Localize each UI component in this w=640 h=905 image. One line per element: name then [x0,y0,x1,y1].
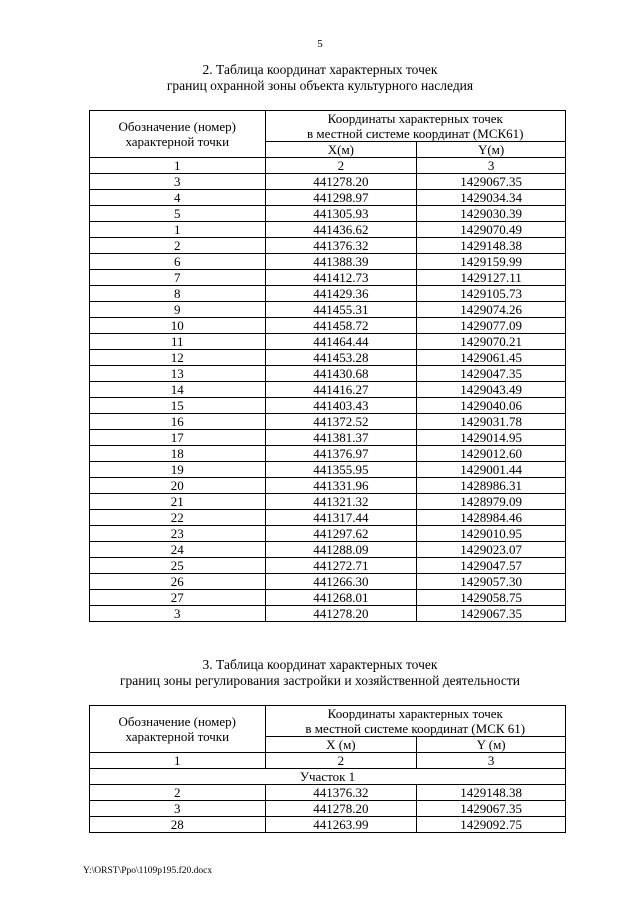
y-coordinate-cell: 1429148.38 [417,238,566,254]
coordinates-header-line2: в местной системе координат (МСК61) [307,126,524,141]
x-coordinate-cell: 441376.32 [265,238,417,254]
column-number-2: 2 [265,158,417,174]
table-row [90,334,566,350]
point-number-cell: 22 [90,510,266,526]
table-row [90,510,566,526]
coordinates-header-line1: Координаты характерных точек [327,706,503,721]
x-coordinate-cell: 441321.32 [265,494,417,510]
point-number-cell: 26 [90,574,266,590]
coordinates-header [265,111,565,142]
x-coordinate-cell: 441455.31 [265,302,417,318]
x-column-header: X(м) [265,142,417,158]
table-row [90,574,566,590]
y-coordinate-cell: 1428984.46 [417,510,566,526]
point-number-cell: 5 [90,206,266,222]
column-number-1: 1 [90,158,266,174]
table-row [90,558,566,574]
point-number-header [90,111,266,158]
x-coordinate-cell: 441288.09 [265,542,417,558]
y-coordinate-cell: 1429159.99 [417,254,566,270]
table-row [90,206,566,222]
x-coordinate-cell: 441331.96 [265,478,417,494]
point-number-cell: 21 [90,494,266,510]
y-coordinate-cell: 1429010.95 [417,526,566,542]
y-coordinate-cell: 1429012.60 [417,446,566,462]
table-row [90,270,566,286]
table-row [90,494,566,510]
y-coordinate-cell: 1429058.75 [417,590,566,606]
y-coordinate-cell: 1429031.78 [417,414,566,430]
x-coordinate-cell: 441372.52 [265,414,417,430]
coordinates-table-protection-zone [89,110,566,622]
y-coordinate-cell: 1429014.95 [417,430,566,446]
x-coordinate-cell: 441272.71 [265,558,417,574]
y-coordinate-cell: 1429061.45 [417,350,566,366]
x-coordinate-cell: 441263.99 [265,817,417,833]
table-row [90,590,566,606]
x-coordinate-cell: 441355.95 [265,462,417,478]
y-coordinate-cell: 1429070.21 [417,334,566,350]
x-coordinate-cell: 441305.93 [265,206,417,222]
point-number-cell: 14 [90,382,266,398]
point-number-cell: 1 [90,222,266,238]
table-row [90,801,566,817]
x-coordinate-cell: 441298.97 [265,190,417,206]
table-row [90,526,566,542]
point-number-header-line2: характерной точки [125,134,230,149]
file-path-footer: Y:\ORST\Ppo\1109p195.f20.docx [83,866,213,876]
table-row [90,366,566,382]
y-coordinate-cell: 1429057.30 [417,574,566,590]
table-row [90,302,566,318]
table-row [90,174,566,190]
table-row [90,430,566,446]
point-number-cell: 2 [90,785,266,801]
table2-title-line2: границ зоны регулирования застройки и хозяйственной деятельности [120,673,520,688]
point-number-cell: 11 [90,334,266,350]
y-coordinate-cell: 1429077.09 [417,318,566,334]
point-number-cell: 19 [90,462,266,478]
y-coordinate-cell: 1429070.49 [417,222,566,238]
point-number-cell: 13 [90,366,266,382]
point-number-cell: 20 [90,478,266,494]
y-coordinate-cell: 1429047.57 [417,558,566,574]
x-coordinate-cell: 441266.30 [265,574,417,590]
table-row [90,414,566,430]
x-coordinate-cell: 441268.01 [265,590,417,606]
coordinates-header [265,706,565,737]
point-number-cell: 6 [90,254,266,270]
point-number-cell: 3 [90,801,266,817]
column-number-3: 3 [417,158,566,174]
x-coordinate-cell: 441278.20 [265,606,417,622]
table-row [90,462,566,478]
y-coordinate-cell: 1429067.35 [417,801,566,817]
y-coordinate-cell: 1429127.11 [417,270,566,286]
y-column-header: Y (м) [417,737,566,753]
x-coordinate-cell: 441458.72 [265,318,417,334]
y-coordinate-cell: 1429067.35 [417,606,566,622]
point-number-cell: 10 [90,318,266,334]
table-row [90,542,566,558]
y-coordinate-cell: 1429067.35 [417,174,566,190]
table-row [90,318,566,334]
x-coordinate-cell: 441317.44 [265,510,417,526]
page-number: 5 [317,38,323,50]
x-coordinate-cell: 441376.97 [265,446,417,462]
x-coordinate-cell: 441297.62 [265,526,417,542]
x-coordinate-cell: 441388.39 [265,254,417,270]
point-number-cell: 4 [90,190,266,206]
table-row [90,222,566,238]
point-number-cell: 7 [90,270,266,286]
table-row [90,446,566,462]
x-coordinate-cell: 441429.36 [265,286,417,302]
y-coordinate-cell: 1428979.09 [417,494,566,510]
y-coordinate-cell: 1429030.39 [417,206,566,222]
table1-title-line1: 2. Таблица координат характерных точек [202,62,438,77]
table1-title-line2: границ охранной зоны объекта культурного наследия [166,78,474,93]
point-number-cell: 17 [90,430,266,446]
point-number-cell: 27 [90,590,266,606]
table-row [90,286,566,302]
y-coordinate-cell: 1429034.34 [417,190,566,206]
x-coordinate-cell: 441436.62 [265,222,417,238]
x-coordinate-cell: 441416.27 [265,382,417,398]
coordinates-header-line2: в местной системе координат (МСК 61) [305,721,526,736]
point-number-cell: 3 [90,174,266,190]
y-coordinate-cell: 1429040.06 [417,398,566,414]
section-label: Участок 1 [90,769,566,785]
x-coordinate-cell: 441412.73 [265,270,417,286]
point-number-header-line1: Обозначение (номер) [118,714,236,729]
y-coordinate-cell: 1429148.38 [417,785,566,801]
y-coordinate-cell: 1429043.49 [417,382,566,398]
point-number-cell: 18 [90,446,266,462]
x-column-header: X (м) [265,737,417,753]
point-number-cell: 12 [90,350,266,366]
coordinates-header-line1: Координаты характерных точек [327,111,503,126]
table-row [90,606,566,622]
point-number-header-line2: характерной точки [125,729,230,744]
point-number-cell: 3 [90,606,266,622]
table1-title [0,62,640,94]
x-coordinate-cell: 441278.20 [265,801,417,817]
y-coordinate-cell: 1429074.26 [417,302,566,318]
point-number-cell: 23 [90,526,266,542]
x-coordinate-cell: 441376.32 [265,785,417,801]
table2-title [0,657,640,689]
y-coordinate-cell: 1429001.44 [417,462,566,478]
y-coordinate-cell: 1429092.75 [417,817,566,833]
y-column-header: Y(м) [417,142,566,158]
x-coordinate-cell: 441381.37 [265,430,417,446]
x-coordinate-cell: 441453.28 [265,350,417,366]
point-number-cell: 25 [90,558,266,574]
point-number-cell: 16 [90,414,266,430]
table-row [90,785,566,801]
x-coordinate-cell: 441464.44 [265,334,417,350]
point-number-cell: 24 [90,542,266,558]
x-coordinate-cell: 441403.43 [265,398,417,414]
column-number-1: 1 [90,753,266,769]
y-coordinate-cell: 1429105.73 [417,286,566,302]
table-row [90,350,566,366]
point-number-cell: 2 [90,238,266,254]
table2-title-line1: 3. Таблица координат характерных точек [202,657,438,672]
table-row [90,478,566,494]
point-number-cell: 15 [90,398,266,414]
table-row [90,238,566,254]
y-coordinate-cell: 1429023.07 [417,542,566,558]
x-coordinate-cell: 441430.68 [265,366,417,382]
table-row [90,254,566,270]
column-number-2: 2 [265,753,417,769]
table-row [90,817,566,833]
column-number-3: 3 [417,753,566,769]
point-number-header [90,706,266,753]
point-number-cell: 28 [90,817,266,833]
table-row [90,190,566,206]
table-row [90,382,566,398]
point-number-cell: 9 [90,302,266,318]
point-number-header-line1: Обозначение (номер) [118,119,236,134]
y-coordinate-cell: 1429047.35 [417,366,566,382]
table-row [90,398,566,414]
y-coordinate-cell: 1428986.31 [417,478,566,494]
x-coordinate-cell: 441278.20 [265,174,417,190]
point-number-cell: 8 [90,286,266,302]
coordinates-table-regulation-zone [89,705,566,833]
